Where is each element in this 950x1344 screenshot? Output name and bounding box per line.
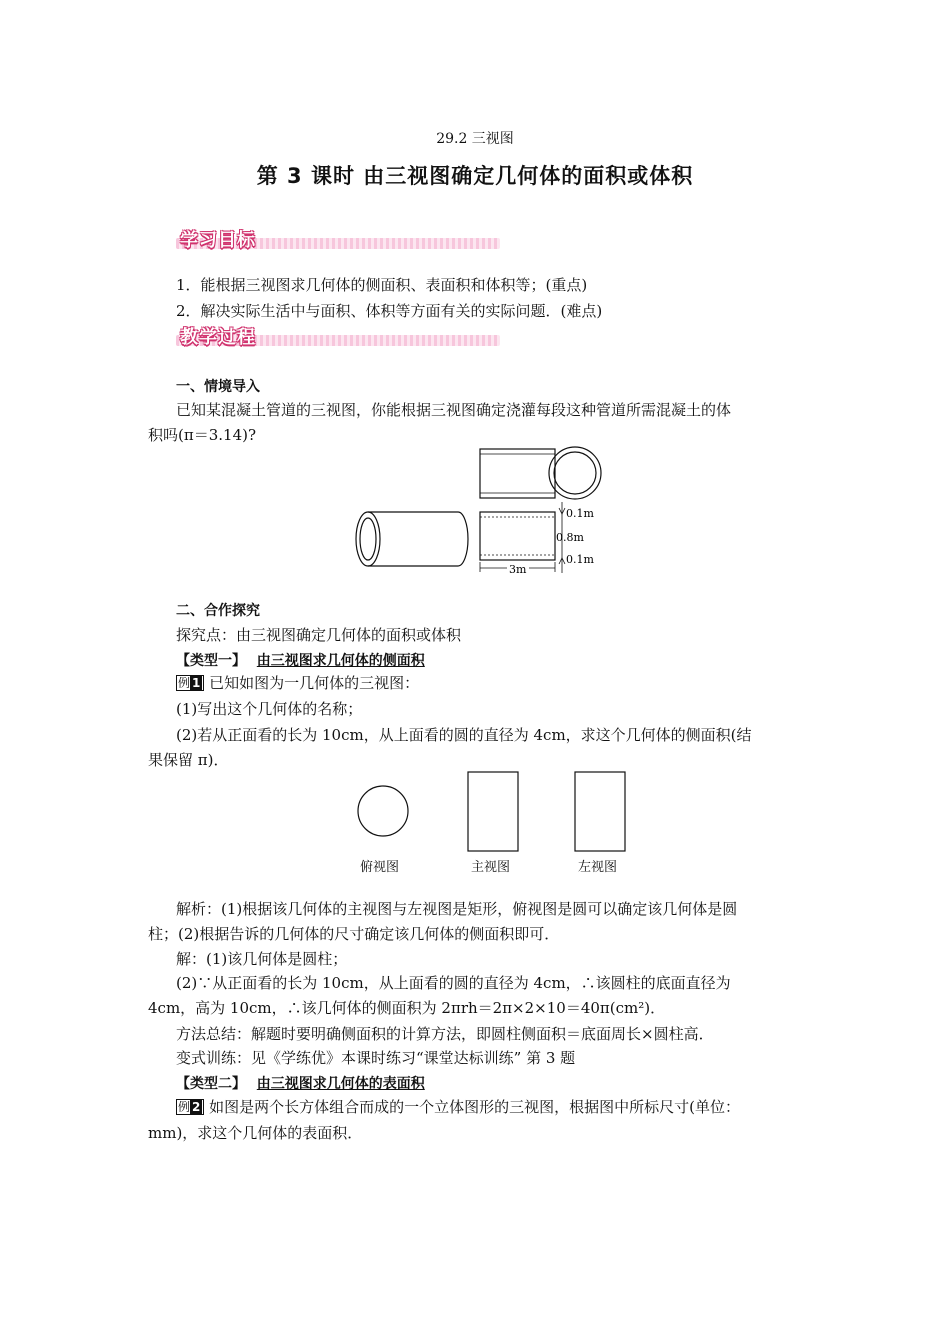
part1-text-line2: 积吗(π＝3.14)? bbox=[148, 426, 257, 444]
example2-line1 bbox=[176, 1096, 808, 1118]
type2-bracket: 【类型二】 bbox=[176, 1076, 246, 1092]
analysis-line1: 解析：(1)根据该几何体的主视图与左视图是矩形，俯视图是圆可以确定该几何体是圆 bbox=[176, 900, 738, 918]
pipe-three-views-figure bbox=[350, 440, 610, 580]
top-view-label: 俯视图 bbox=[360, 860, 400, 875]
front-view-label: 主视图 bbox=[471, 860, 511, 875]
goals-banner-label: 学习目标 bbox=[180, 230, 256, 251]
variant-practice: 变式训练：见《学练优》本课时练习“课堂达标训练” 第 3 题 bbox=[176, 1049, 576, 1067]
example1-q2-line2: 果保留 π)． bbox=[148, 751, 229, 769]
left-view-rect bbox=[575, 772, 625, 851]
goal-item-2: 2．解决实际生活中与面积、体积等方面有关的实际问题．(难点) bbox=[176, 302, 603, 320]
dim-top-label: 0.1m bbox=[566, 507, 594, 520]
method-summary: 方法总结：解题时要明确侧面积的计算方法，即圆柱侧面积＝底面周长×圆柱高． bbox=[176, 1025, 714, 1043]
top-view-circle bbox=[358, 786, 408, 836]
pipe-end-view bbox=[549, 447, 601, 499]
type1-title: 由三视图求几何体的侧面积 bbox=[256, 653, 425, 669]
process-banner bbox=[176, 323, 500, 349]
example1-intro bbox=[176, 672, 808, 694]
dim-len-label: 3m bbox=[509, 563, 527, 576]
example2-text: 如图是两个长方体组合而成的一个立体图形的三视图，根据图中所标尺寸(单位： bbox=[209, 1098, 741, 1116]
type2-heading bbox=[176, 1072, 808, 1095]
goal-item-1: 1．能根据三视图求几何体的侧面积、表面积和体积等；(重点) bbox=[176, 276, 588, 294]
solution-2-line1: (2)∵从正面看的长为 10cm，从上面看的圆的直径为 4cm，∴该圆柱的底面直径为 bbox=[176, 974, 731, 992]
goals-banner bbox=[176, 226, 500, 252]
pipe-cylinder bbox=[356, 512, 468, 566]
part1-text-line1: 已知某混凝土管道的三视图，你能根据三视图确定浇灌每段这种管道所需混凝土的体 bbox=[176, 401, 732, 419]
type1-heading bbox=[176, 649, 808, 672]
analysis-line2: 柱；(2)根据告诉的几何体的尺寸确定该几何体的侧面积即可． bbox=[148, 925, 560, 943]
example1-q1: (1)写出这个几何体的名称； bbox=[176, 700, 363, 718]
solution-1: 解：(1)该几何体是圆柱； bbox=[176, 950, 348, 968]
example1-intro-text: 已知如图为一几何体的三视图： bbox=[209, 674, 420, 692]
part2-heading: 二、合作探究 bbox=[176, 603, 260, 619]
type1-bracket: 【类型一】 bbox=[176, 653, 246, 669]
part1-heading: 一、情境导入 bbox=[176, 379, 260, 395]
example2-line2: mm)，求这个几何体的表面积． bbox=[148, 1124, 363, 1142]
pipe-front-view bbox=[480, 449, 555, 498]
lesson-title: 第 3 课时 由三视图确定几何体的面积或体积 bbox=[256, 164, 694, 188]
dim-bot-label: 0.1m bbox=[566, 553, 594, 566]
front-view-rect bbox=[468, 772, 518, 851]
section-number: 29.2 三视图 bbox=[436, 131, 514, 147]
example1-badge: 例 1 bbox=[176, 675, 204, 691]
left-view-label: 左视图 bbox=[578, 860, 618, 875]
explore-point: 探究点：由三视图确定几何体的面积或体积 bbox=[176, 626, 462, 644]
example1-q2-line1: (2)若从正面看的长为 10cm，从上面看的圆的直径为 4cm，求这个几何体的侧面积(结 bbox=[176, 726, 752, 744]
dim-mid-label: 0.8m bbox=[556, 531, 584, 544]
process-banner-label: 教学过程 bbox=[180, 327, 256, 348]
solution-2-line2: 4cm，高为 10cm，∴该几何体的侧面积为 2πrh＝2π×2×10＝40π(cm²)． bbox=[148, 999, 666, 1017]
example2-badge: 例 2 bbox=[176, 1099, 204, 1115]
type2-title: 由三视图求几何体的表面积 bbox=[256, 1076, 425, 1092]
